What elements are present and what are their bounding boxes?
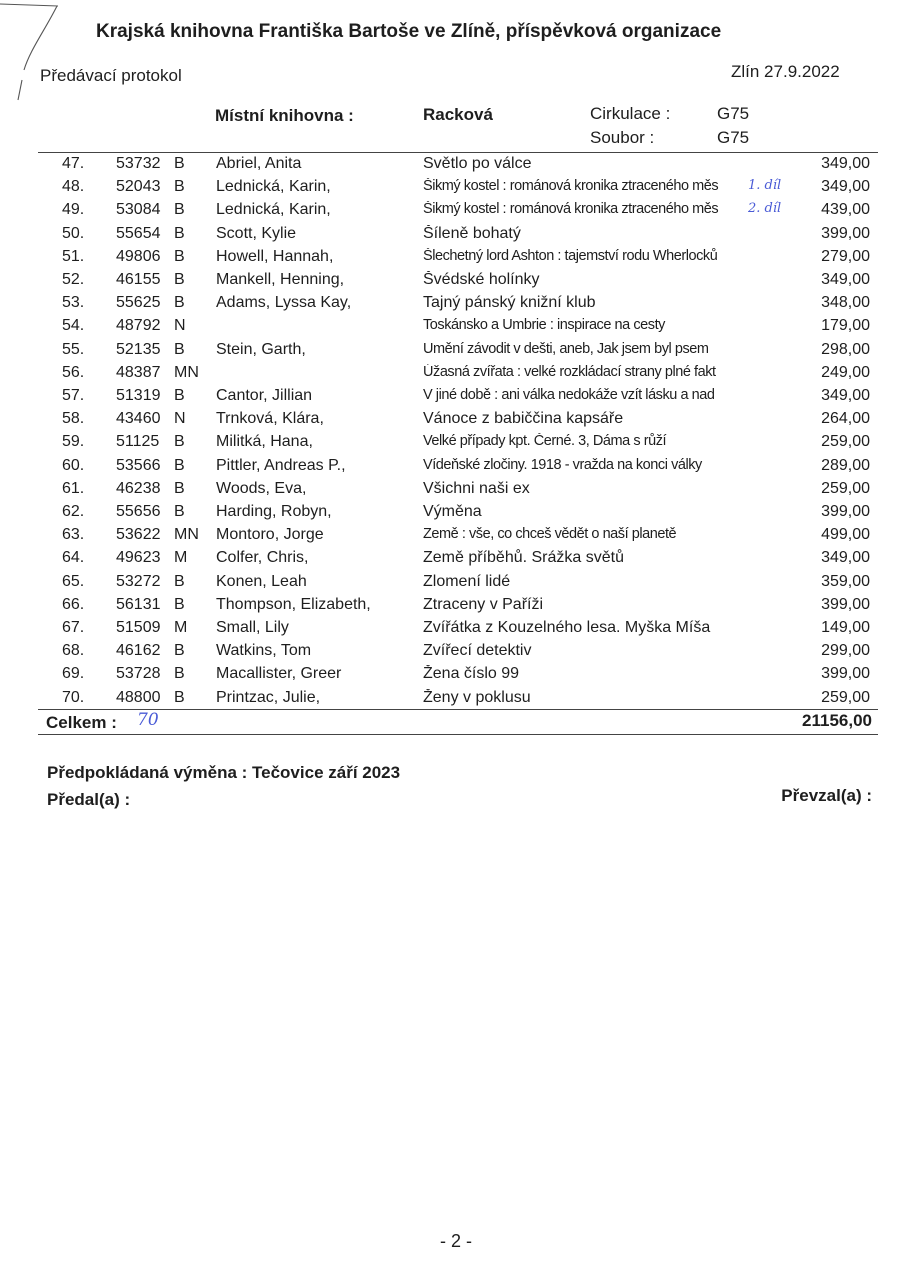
title: Země příběhů. Srážka světů <box>423 549 624 567</box>
row-number: 68. <box>62 642 85 660</box>
title: Všichni naši ex <box>423 479 530 497</box>
title: V jiné době : ani válka nedokáže vzít lásku a nad <box>423 387 715 403</box>
local-library-label: Místní knihovna : <box>215 106 354 125</box>
row-number: 54. <box>62 317 85 335</box>
row-number: 57. <box>62 387 85 404</box>
row-number: 69. <box>62 665 85 683</box>
table-row <box>0 201 900 224</box>
scan-corner-mark <box>0 0 900 120</box>
author: Scott, Kylie <box>216 224 297 242</box>
table-row <box>0 317 900 340</box>
table-row <box>0 387 900 410</box>
row-number: 58. <box>62 410 85 428</box>
table-row <box>0 665 900 688</box>
inventory-number: 52135 <box>116 340 161 358</box>
table-row <box>0 596 900 619</box>
author: Lednická, Karin, <box>216 201 331 219</box>
price: 399,00 <box>821 224 870 242</box>
collection-value: G75 <box>717 128 750 147</box>
row-number: 53. <box>62 294 85 312</box>
total-handwritten: 70 <box>137 710 159 730</box>
expected-exchange: Předpokládaná výměna : Tečovice září 2023 <box>47 763 401 782</box>
inventory-number: 53732 <box>116 155 161 172</box>
row-number: 62. <box>62 503 85 520</box>
total-label: Celkem : <box>46 713 117 732</box>
table-bottom-rule <box>38 709 878 710</box>
row-number: 59. <box>62 433 85 451</box>
circulation-value: G75 <box>717 104 750 123</box>
handwritten-note: 1. díl <box>748 178 782 194</box>
title: Šíleně bohatý <box>423 224 521 242</box>
title: Žena číslo 99 <box>423 665 520 683</box>
title: Šikmý kostel : románová kronika ztraceného měs <box>423 178 719 195</box>
table-row <box>0 410 900 433</box>
author: Macallister, Greer <box>216 665 342 683</box>
item-type: B <box>174 688 185 706</box>
inventory-number: 56131 <box>116 595 161 613</box>
table-row <box>0 178 900 201</box>
inventory-number: 51509 <box>116 619 161 636</box>
inventory-number: 48387 <box>116 363 161 381</box>
title: Velké případy kpt. Černé. 3, Dáma s růží <box>423 433 667 450</box>
table-row <box>0 341 900 364</box>
item-type: B <box>174 294 185 312</box>
handed-over-label: Předal(a) : <box>47 790 131 809</box>
row-number: 61. <box>62 479 85 497</box>
row-number: 49. <box>62 201 85 219</box>
item-type: B <box>174 155 185 172</box>
table-row <box>0 364 900 387</box>
organization-title: Krajská knihovna Františka Bartoše ve Zlíně, příspěvková organizace <box>96 21 722 42</box>
inventory-number: 49806 <box>116 247 161 265</box>
table-row <box>0 248 900 271</box>
title: Šlechetný lord Ashton : tajemství rodu Wherlocků <box>423 247 718 264</box>
title: Umění závodit v dešti, aneb, Jak jsem byl psem <box>423 340 709 357</box>
row-number: 48. <box>62 178 85 196</box>
author: Montoro, Jorge <box>216 526 324 544</box>
title: Výměna <box>423 503 482 520</box>
received-label: Převzal(a) : <box>781 786 872 805</box>
inventory-number: 46162 <box>116 642 161 660</box>
price: 298,00 <box>821 340 870 358</box>
inventory-number: 46155 <box>116 271 161 288</box>
table-row <box>0 457 900 480</box>
item-type: MN <box>174 526 199 544</box>
item-type: N <box>174 317 186 335</box>
circulation-label: Cirkulace : <box>590 104 671 123</box>
title: Země : vše, co chceš vědět o naší planetě <box>423 526 677 543</box>
row-number: 55. <box>62 340 85 358</box>
row-number: 65. <box>62 572 85 590</box>
inventory-number: 53728 <box>116 665 161 683</box>
inventory-number: 51125 <box>116 433 160 451</box>
inventory-number: 55656 <box>116 503 161 520</box>
title: Ženy v poklusu <box>423 688 531 706</box>
item-type: B <box>174 572 185 590</box>
title: Světlo po válce <box>423 155 532 172</box>
author: Thompson, Elizabeth, <box>216 595 371 613</box>
inventory-number: 46238 <box>116 479 161 497</box>
row-number: 60. <box>62 456 85 474</box>
table-row <box>0 642 900 665</box>
table-row <box>0 619 900 642</box>
price: 149,00 <box>821 619 870 636</box>
row-number: 56. <box>62 363 85 381</box>
title: Zvířecí detektiv <box>423 642 532 660</box>
table-row <box>0 225 900 248</box>
item-type: M <box>174 619 188 636</box>
inventory-number: 55625 <box>116 294 161 312</box>
title: Zlomení lidé <box>423 572 511 590</box>
price: 279,00 <box>821 247 870 265</box>
item-type: B <box>174 247 185 265</box>
price: 349,00 <box>821 155 870 172</box>
author: Abriel, Anita <box>216 155 302 172</box>
row-number: 51. <box>62 247 85 265</box>
author: Harding, Robyn, <box>216 503 332 520</box>
title: Švédské holínky <box>423 271 540 288</box>
inventory-number: 52043 <box>116 178 161 196</box>
price: 349,00 <box>821 271 870 288</box>
author: Small, Lily <box>216 619 289 636</box>
item-type: B <box>174 340 185 358</box>
row-number: 50. <box>62 224 85 242</box>
table-row <box>0 480 900 503</box>
title: Vídeňské zločiny. 1918 - vražda na konci války <box>423 456 702 473</box>
author: Adams, Lyssa Kay, <box>216 294 352 312</box>
row-number: 67. <box>62 619 85 636</box>
row-number: 47. <box>62 155 85 172</box>
price: 399,00 <box>821 595 870 613</box>
price: 179,00 <box>821 317 870 335</box>
table-row <box>0 155 900 178</box>
item-type: B <box>174 201 185 219</box>
table-row <box>0 503 900 526</box>
author: Trnková, Klára, <box>216 410 324 428</box>
price: 249,00 <box>821 363 870 381</box>
table-row <box>0 271 900 294</box>
price: 259,00 <box>821 688 870 706</box>
inventory-number: 53566 <box>116 456 161 474</box>
total-rule <box>38 734 878 735</box>
item-type: B <box>174 665 185 683</box>
handwritten-note: 2. díl <box>748 201 782 217</box>
price: 359,00 <box>821 572 870 590</box>
page-number: - 2 - <box>440 1231 473 1251</box>
title: Šikmý kostel : románová kronika ztraceného měs <box>423 201 719 218</box>
inventory-number: 53622 <box>116 526 161 544</box>
inventory-number: 53272 <box>116 572 161 590</box>
title: Zvířátka z Kouzelného lesa. Myška Míša <box>423 619 711 636</box>
table-row <box>0 433 900 456</box>
inventory-number: 51319 <box>116 387 161 404</box>
item-type: B <box>174 503 185 520</box>
title: Ztraceny v Paříži <box>423 595 544 613</box>
row-number: 64. <box>62 549 85 567</box>
price: 399,00 <box>821 665 870 683</box>
author: Howell, Hannah, <box>216 247 334 265</box>
table-row <box>0 573 900 596</box>
author: Woods, Eva, <box>216 479 307 497</box>
item-type: B <box>174 178 185 196</box>
item-type: B <box>174 456 185 474</box>
item-type: B <box>174 642 185 660</box>
inventory-number: 49623 <box>116 549 161 567</box>
title: Úžasná zvířata : velké rozkládací strany plné fakt <box>423 363 716 380</box>
author: Militká, Hana, <box>216 433 313 451</box>
price: 439,00 <box>821 201 870 219</box>
price: 348,00 <box>821 294 870 312</box>
title: Tajný pánský knižní klub <box>423 294 596 312</box>
price: 349,00 <box>821 549 870 567</box>
item-type: B <box>174 479 185 497</box>
item-type: B <box>174 271 185 288</box>
author: Mankell, Henning, <box>216 271 345 288</box>
price: 259,00 <box>821 479 870 497</box>
author: Colfer, Chris, <box>216 549 309 567</box>
item-type: B <box>174 433 185 451</box>
row-number: 66. <box>62 595 85 613</box>
item-type: B <box>174 595 185 613</box>
row-number: 70. <box>62 688 85 706</box>
inventory-number: 48792 <box>116 317 161 335</box>
document-type: Předávací protokol <box>40 66 182 85</box>
price: 349,00 <box>821 387 870 404</box>
total-value: 21156,00 <box>802 711 872 730</box>
author: Cantor, Jillian <box>216 387 313 404</box>
author: Konen, Leah <box>216 572 307 590</box>
item-type: N <box>174 410 186 428</box>
author: Watkins, Tom <box>216 642 312 660</box>
item-type: MN <box>174 363 199 381</box>
title: Toskánsko a Umbrie : inspirace na cesty <box>423 317 665 334</box>
table-row <box>0 294 900 317</box>
price: 299,00 <box>821 642 870 660</box>
row-number: 63. <box>62 526 85 544</box>
header-rule <box>38 152 878 153</box>
table-row <box>0 549 900 572</box>
price: 259,00 <box>821 433 870 451</box>
inventory-number: 53084 <box>116 201 161 219</box>
collection-label: Soubor : <box>590 128 655 147</box>
item-type: M <box>174 549 188 567</box>
row-number: 52. <box>62 271 85 288</box>
author: Stein, Garth, <box>216 340 306 358</box>
item-type: B <box>174 387 185 404</box>
inventory-number: 48800 <box>116 688 161 706</box>
price: 349,00 <box>821 178 870 196</box>
price: 499,00 <box>821 526 870 544</box>
title: Vánoce z babiččina kapsáře <box>423 410 624 428</box>
item-type: B <box>174 224 185 242</box>
price: 289,00 <box>821 456 870 474</box>
author: Lednická, Karin, <box>216 178 331 196</box>
author: Printzac, Julie, <box>216 688 321 706</box>
table-row <box>0 526 900 549</box>
inventory-number: 55654 <box>116 224 161 242</box>
place-date: Zlín 27.9.2022 <box>731 62 840 81</box>
author: Pittler, Andreas P., <box>216 456 346 474</box>
local-library-value: Racková <box>423 105 493 124</box>
price: 399,00 <box>821 503 870 520</box>
inventory-number: 43460 <box>116 410 161 428</box>
price: 264,00 <box>821 410 870 428</box>
